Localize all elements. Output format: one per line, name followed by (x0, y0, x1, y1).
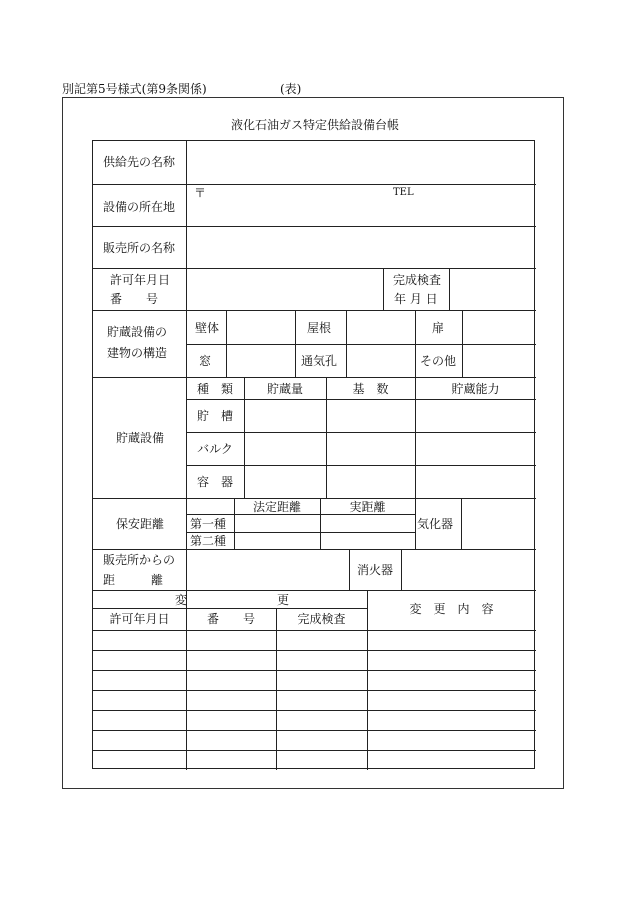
storage-facility-label: 貯蔵設備 (116, 431, 165, 445)
col-divider (415, 310, 416, 377)
form-side: (表) (280, 82, 302, 96)
col-divider (349, 549, 350, 590)
location-label: 設備の所在地 (103, 200, 176, 214)
wall-label: 壁体 (195, 321, 220, 335)
row-divider (93, 310, 536, 311)
extinguisher-label: 消火器 (357, 563, 394, 577)
row-divider (93, 226, 536, 227)
storage-structure-label-1: 貯蔵設備の (107, 325, 168, 339)
document-title: 液化石油ガス特定供給設備台帳 (230, 118, 399, 132)
permit-date-label: 許可年月日 (110, 273, 171, 287)
col-divider (383, 268, 384, 310)
row-divider (93, 184, 536, 185)
row-divider (186, 344, 536, 345)
distance-from-seller-label-2: 距 離 (103, 573, 164, 587)
storage-structure-label-2: 建物の構造 (107, 346, 168, 360)
completion-date-label: 年 月 日 (394, 292, 438, 306)
row-divider (93, 690, 536, 691)
other-label: その他 (420, 354, 457, 368)
row-divider (186, 399, 536, 400)
actual-distance-label: 実距離 (349, 500, 386, 514)
storage-header-type: 種 類 (196, 382, 233, 396)
row-divider (93, 710, 536, 711)
row-divider (186, 532, 415, 533)
row-divider (93, 650, 536, 651)
ledger-table (92, 140, 535, 769)
storage-type-bulk: バルク (197, 442, 233, 456)
row-divider (186, 465, 536, 466)
row-divider (93, 608, 367, 609)
storage-type-tank: 貯 槽 (196, 409, 233, 423)
storage-header-capacity: 貯蔵能力 (451, 382, 500, 396)
row-divider (93, 730, 536, 731)
row-divider (186, 432, 536, 433)
change-label-left: 変 (175, 593, 188, 607)
storage-header-amount: 貯蔵量 (266, 382, 303, 396)
col-divider (346, 310, 347, 377)
class1-label: 第一種 (190, 517, 227, 531)
col-divider (415, 498, 416, 549)
storage-type-container: 容 器 (196, 475, 233, 489)
distance-from-seller-label-1: 販売所からの (103, 553, 176, 567)
change-number-label: 番 号 (206, 612, 255, 626)
row-divider (93, 750, 536, 751)
change-completion-check-label: 完成検査 (297, 612, 346, 626)
row-divider (93, 590, 536, 591)
legal-distance-label: 法定距離 (252, 500, 301, 514)
row-divider (93, 549, 536, 550)
number-label: 番 号 (110, 292, 159, 306)
window-label: 窓 (199, 354, 212, 368)
col-divider (449, 268, 450, 310)
row-divider (93, 498, 536, 499)
roof-label: 屋根 (307, 321, 332, 335)
col-divider (401, 549, 402, 590)
seller-name-label: 販売所の名称 (103, 241, 176, 255)
change-content-label: 変 更 内 容 (409, 602, 494, 616)
safety-distance-label: 保安距離 (116, 517, 165, 531)
tel-label: TEL (393, 187, 414, 198)
storage-header-count: 基 数 (352, 382, 389, 396)
col-divider (461, 498, 462, 549)
form-number: 別記第5号様式(第9条関係) (62, 82, 207, 96)
completion-check-label: 完成検査 (393, 273, 442, 287)
row-divider (93, 377, 536, 378)
col-divider (276, 608, 277, 770)
col-divider (367, 590, 368, 770)
change-permit-date-label: 許可年月日 (109, 612, 170, 626)
vaporizer-label: 気化器 (417, 517, 454, 531)
door-label: 扉 (432, 321, 445, 335)
class2-label: 第二種 (190, 534, 227, 548)
col-divider (295, 310, 296, 377)
row-divider (186, 514, 415, 515)
row-divider (93, 630, 536, 631)
vent-label: 通気孔 (301, 354, 338, 368)
row-divider (93, 268, 536, 269)
row-divider (93, 670, 536, 671)
col-divider (462, 310, 463, 377)
col-divider (226, 310, 227, 377)
supply-name-label: 供給先の名称 (103, 155, 176, 169)
postal-mark: 〒 (194, 186, 207, 200)
change-label-right: 更 (277, 593, 290, 607)
